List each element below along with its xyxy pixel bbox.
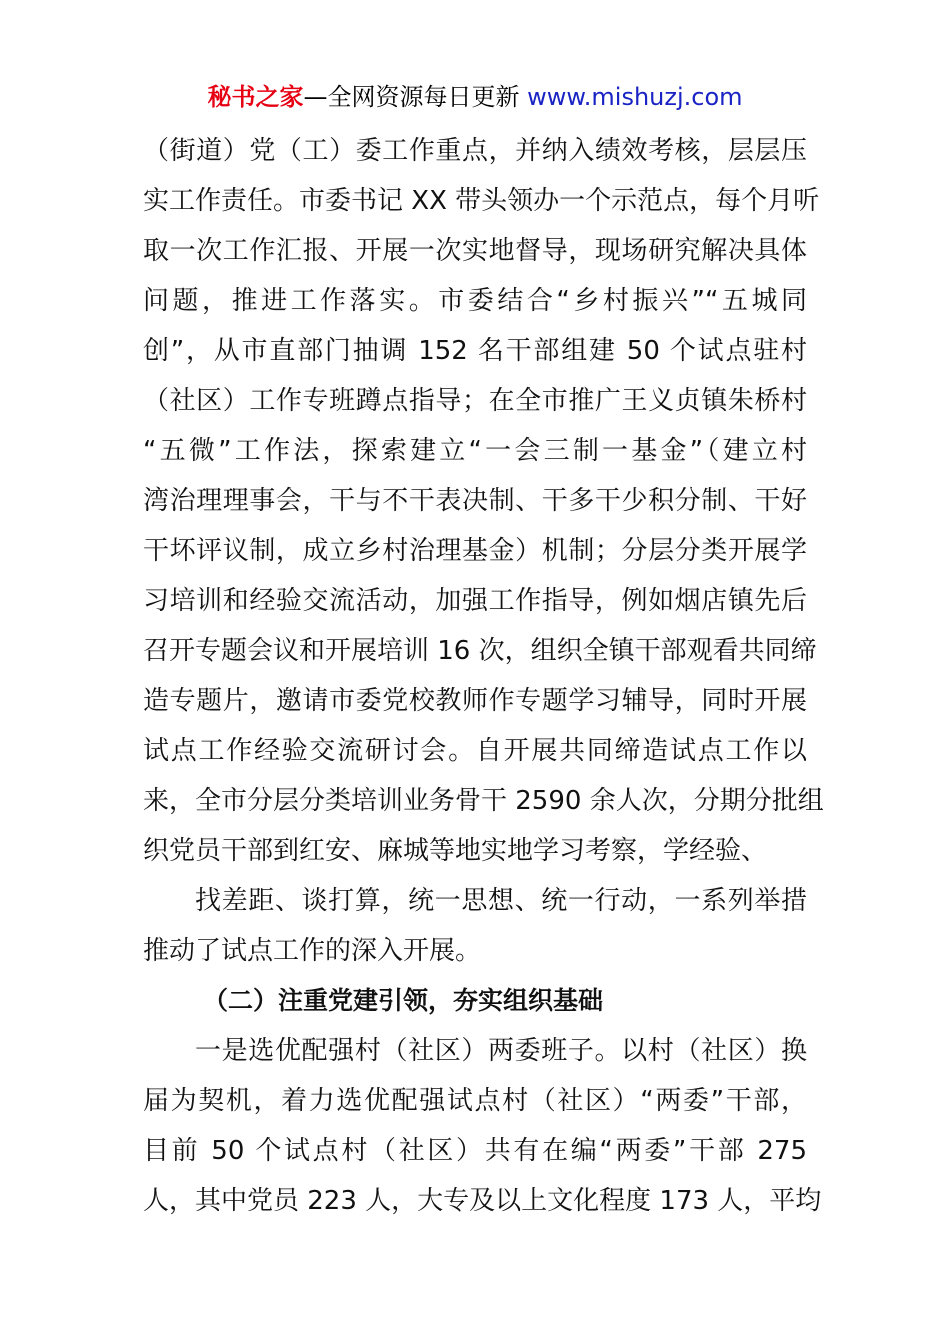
section-heading: （二）注重党建引领，夯实组织基础 xyxy=(203,986,604,1015)
text-line: 湾治理理事会，干与不干表决制、干多干少积分制、干好 xyxy=(143,486,807,516)
text-line: 织党员干部到红安、麻城等地实地学习考察，学经验、 xyxy=(143,836,768,866)
text-line: 届为契机，着力选优配强试点村（社区）“两委”干部， xyxy=(143,1086,807,1116)
text-line: 创”，从市直部门抽调 152 名干部组建 50 个试点驻村 xyxy=(143,336,807,366)
text-line: 试点工作经验交流研讨会。自开展共同缔造试点工作以 xyxy=(143,736,807,766)
text-line: 习培训和经验交流活动，加强工作指导，例如烟店镇先后 xyxy=(143,586,807,616)
site-header xyxy=(0,80,950,114)
text-line: 实工作责任。市委书记 XX 带头领办一个示范点，每个月听 xyxy=(143,186,820,216)
text-line: 取一次工作汇报、开展一次实地督导，现场研究解决具体 xyxy=(143,236,807,266)
text-line: 人，其中党员 223 人，大专及以上文化程度 173 人，平均 xyxy=(143,1186,822,1216)
text-line: （社区）工作专班蹲点指导；在全市推广王义贞镇朱桥村 xyxy=(143,386,807,416)
text-line: 推动了试点工作的深入开展。 xyxy=(143,936,482,966)
text-line: 一是选优配强村（社区）两委班子。以村（社区）换 xyxy=(195,1036,807,1066)
text-line: 目前 50 个试点村（社区）共有在编“两委”干部 275 xyxy=(143,1136,807,1166)
text-line: 找差距、谈打算，统一思想、统一行动，一系列举措 xyxy=(195,886,807,916)
text-line: 来，全市分层分类培训业务骨干 2590 余人次，分期分批组 xyxy=(143,786,824,816)
text-line: “五微”工作法，探索建立“一会三制一基金”（建立村 xyxy=(143,436,807,466)
text-line: 干坏评议制，成立乡村治理基金）机制；分层分类开展学 xyxy=(143,536,807,566)
text-line: 问题，推进工作落实。市委结合“乡村振兴”“五城同 xyxy=(143,286,807,316)
text-line: （街道）党（工）委工作重点，并纳入绩效考核，层层压 xyxy=(143,136,807,166)
site-url-link[interactable]: www.mishuzj.com xyxy=(527,83,743,111)
text-line: 造专题片，邀请市委党校教师作专题学习辅导，同时开展 xyxy=(143,686,807,716)
document-body xyxy=(143,126,824,1226)
text-line: 召开专题会议和开展培训 16 次，组织全镇干部观看共同缔 xyxy=(143,636,817,666)
site-brand: 秘书之家 xyxy=(207,83,304,111)
site-tagline: —全网资源每日更新 xyxy=(303,83,528,111)
